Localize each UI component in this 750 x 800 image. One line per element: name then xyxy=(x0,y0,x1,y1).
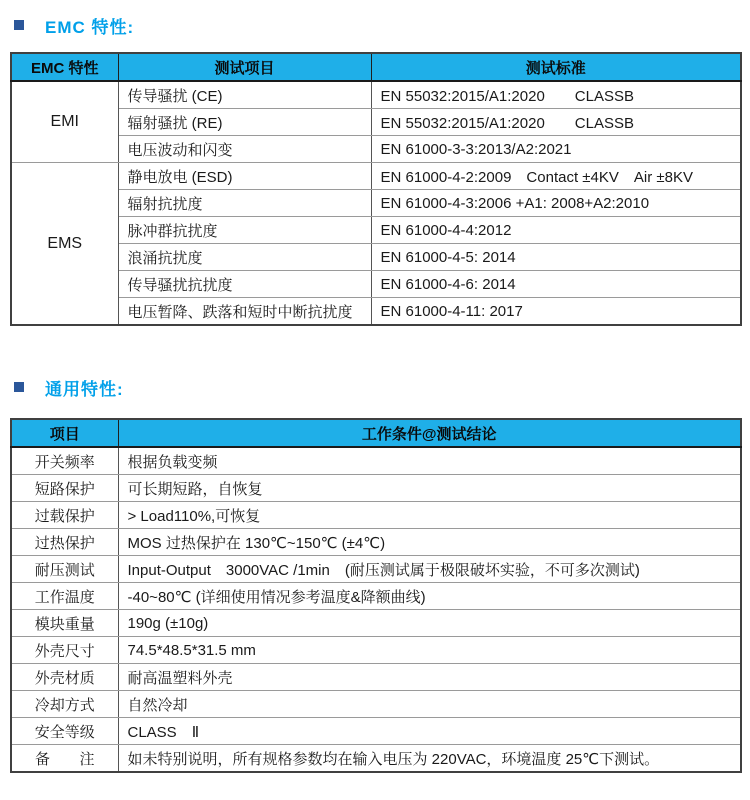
emc-table xyxy=(10,52,742,326)
table-row xyxy=(11,109,741,136)
table-row xyxy=(11,718,741,745)
param-value-cell: CLASS Ⅱ xyxy=(118,718,741,745)
param-value-cell: 可长期短路，自恢复 xyxy=(118,475,741,502)
param-name-cell: 开关频率 xyxy=(11,447,118,475)
test-standard-cell: EN 61000-4-6: 2014 xyxy=(371,271,741,298)
emc-group-ems-cell: EMS xyxy=(11,163,118,326)
param-name-cell: 过热保护 xyxy=(11,529,118,556)
param-name-cell: 外壳尺寸 xyxy=(11,637,118,664)
param-value-cell: Input-Output 3000VAC /1min (耐压测试属于极限破坏实验，不可多次测试) xyxy=(118,556,741,583)
table-row xyxy=(11,271,741,298)
square-bullet-icon xyxy=(14,20,24,30)
test-item-cell: 脉冲群抗扰度 xyxy=(118,217,371,244)
param-name-cell: 冷却方式 xyxy=(11,691,118,718)
table-row xyxy=(11,447,741,475)
table-row xyxy=(11,610,741,637)
param-name-cell: 备 注 xyxy=(11,745,118,773)
param-name-cell: 安全等级 xyxy=(11,718,118,745)
emc-table-header-standard: 测试标准 xyxy=(371,53,741,81)
test-item-cell: 电压暂降、跌落和短时中断抗扰度 xyxy=(118,298,371,326)
square-bullet-icon xyxy=(14,382,24,392)
test-item-cell: 电压波动和闪变 xyxy=(118,136,371,163)
test-standard-cell: EN 55032:2015/A1:2020 CLASSB xyxy=(371,109,741,136)
param-name-cell: 工作温度 xyxy=(11,583,118,610)
param-value-cell: 自然冷却 xyxy=(118,691,741,718)
test-standard-cell: EN 55032:2015/A1:2020 CLASSB xyxy=(371,81,741,109)
param-value-cell: 如未特别说明，所有规格参数均在输入电压为 220VAC，环境温度 25℃下测试。 xyxy=(118,745,741,773)
emc-group-emi-cell: EMI xyxy=(11,81,118,163)
emc-table-header-item: 测试项目 xyxy=(118,53,371,81)
test-standard-cell: EN 61000-4-5: 2014 xyxy=(371,244,741,271)
test-item-cell: 浪涌抗扰度 xyxy=(118,244,371,271)
param-value-cell: -40~80℃ (详细使用情况参考温度&降额曲线) xyxy=(118,583,741,610)
param-name-cell: 模块重量 xyxy=(11,610,118,637)
table-row xyxy=(11,691,741,718)
table-row xyxy=(11,502,741,529)
general-table-header-item: 项目 xyxy=(11,419,118,447)
param-value-cell: 190g (±10g) xyxy=(118,610,741,637)
emc-table-header-row xyxy=(11,53,741,81)
emc-table-header-feature: EMC 特性 xyxy=(11,53,118,81)
test-item-cell: 静电放电 (ESD) xyxy=(118,163,371,190)
table-row xyxy=(11,298,741,326)
param-name-cell: 耐压测试 xyxy=(11,556,118,583)
table-row xyxy=(11,556,741,583)
table-row xyxy=(11,190,741,217)
param-name-cell: 外壳材质 xyxy=(11,664,118,691)
test-item-cell: 传导骚扰 (CE) xyxy=(118,81,371,109)
table-row xyxy=(11,475,741,502)
test-item-cell: 传导骚扰抗扰度 xyxy=(118,271,371,298)
test-standard-cell: EN 61000-3-3:2013/A2:2021 xyxy=(371,136,741,163)
test-standard-cell: EN 61000-4-3:2006 +A1: 2008+A2:2010 xyxy=(371,190,741,217)
test-standard-cell: EN 61000-4-4:2012 xyxy=(371,217,741,244)
param-name-cell: 短路保护 xyxy=(11,475,118,502)
general-table-header-row xyxy=(11,419,741,447)
table-row xyxy=(11,637,741,664)
table-row xyxy=(11,664,741,691)
test-item-cell: 辐射骚扰 (RE) xyxy=(118,109,371,136)
param-value-cell: 耐高温塑料外壳 xyxy=(118,664,741,691)
table-row xyxy=(11,529,741,556)
param-value-cell: > Load110%,可恢复 xyxy=(118,502,741,529)
param-value-cell: MOS 过热保护在 130℃~150℃ (±4℃) xyxy=(118,529,741,556)
test-standard-cell: EN 61000-4-11: 2017 xyxy=(371,298,741,326)
table-row xyxy=(11,81,741,109)
param-value-cell: 根据负载变频 xyxy=(118,447,741,475)
table-row xyxy=(11,745,741,773)
general-table-header-condition: 工作条件@测试结论 xyxy=(118,419,741,447)
table-row xyxy=(11,583,741,610)
section-emc-title-text: EMC 特性: xyxy=(45,17,135,37)
test-standard-cell: EN 61000-4-2:2009 Contact ±4KV Air ±8KV xyxy=(371,163,741,190)
table-row xyxy=(11,163,741,190)
table-row xyxy=(11,244,741,271)
section-general-title-text: 通用特性: xyxy=(45,379,124,399)
table-row xyxy=(11,136,741,163)
section-emc-title xyxy=(14,14,740,36)
param-value-cell: 74.5*48.5*31.5 mm xyxy=(118,637,741,664)
test-item-cell: 辐射抗扰度 xyxy=(118,190,371,217)
param-name-cell: 过载保护 xyxy=(11,502,118,529)
general-table xyxy=(10,418,742,773)
section-general-title xyxy=(14,376,740,398)
table-row xyxy=(11,217,741,244)
